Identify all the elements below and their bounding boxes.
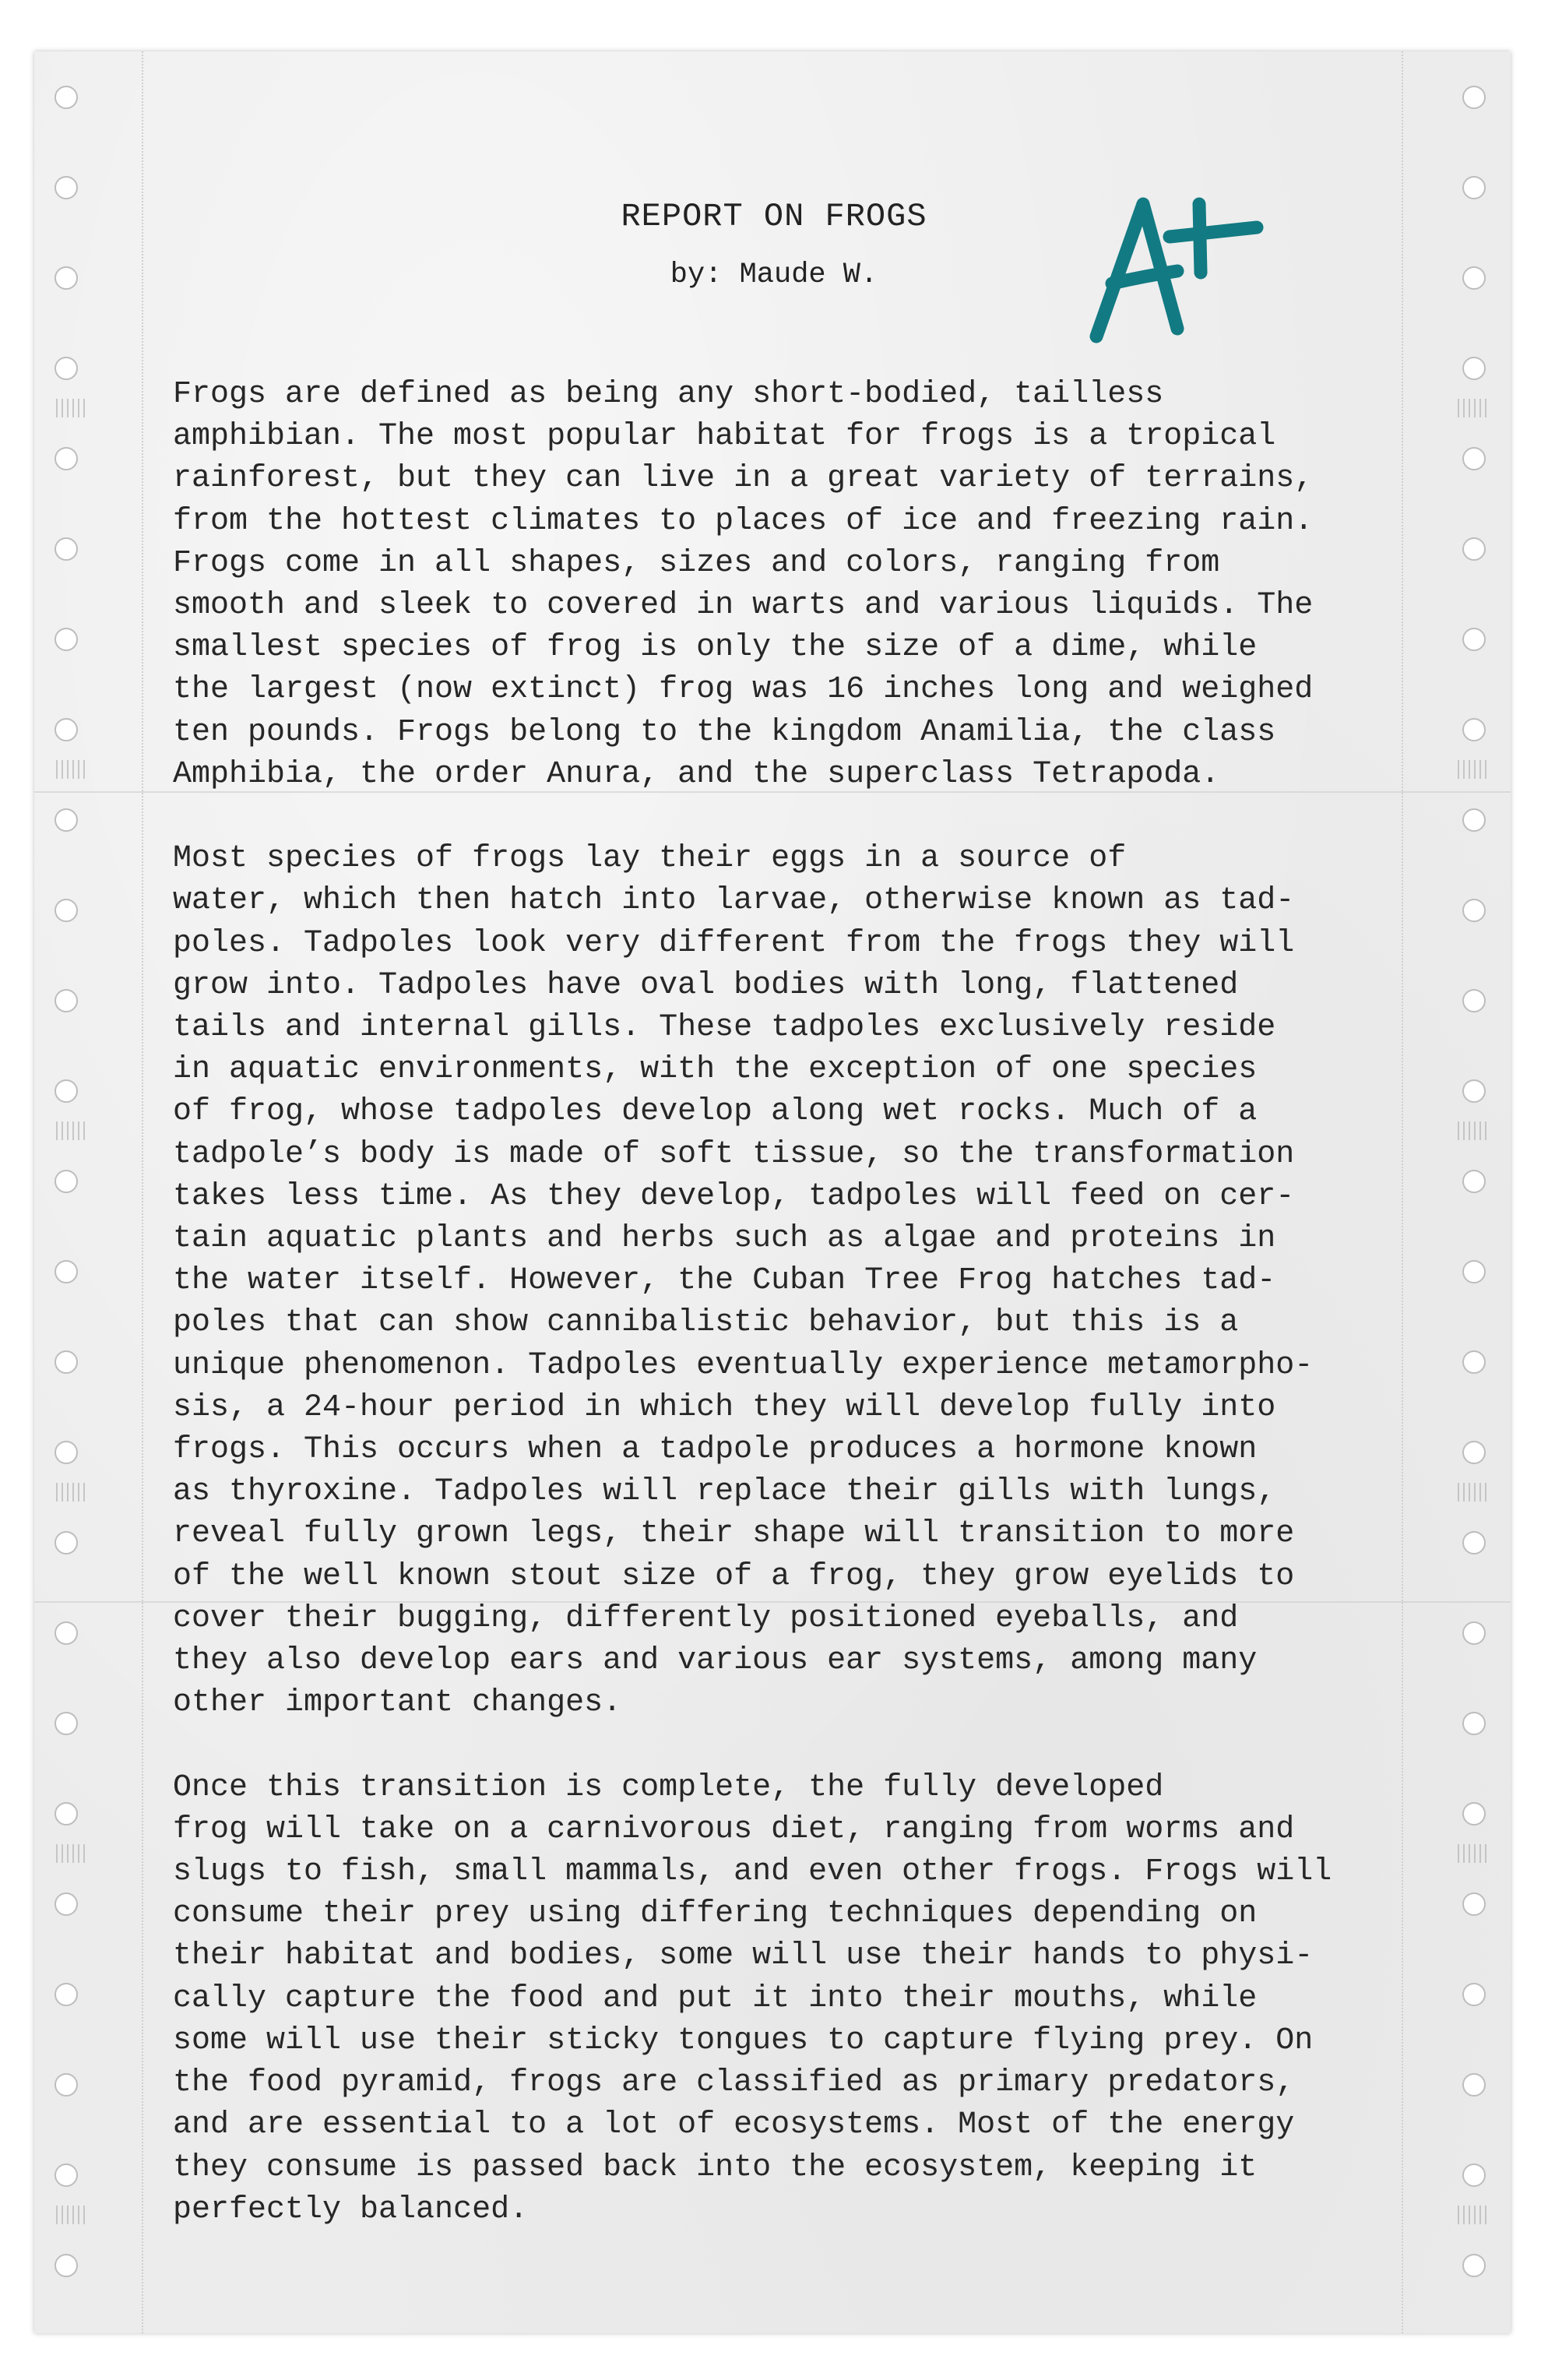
left-feed-hole xyxy=(55,86,78,109)
left-feed-hole xyxy=(55,1260,78,1283)
left-perforation-tick xyxy=(56,760,87,779)
right-feed-hole xyxy=(1462,1441,1486,1464)
right-feed-hole xyxy=(1462,1712,1486,1735)
grade-plus-horizontal xyxy=(1170,227,1257,237)
left-feed-hole xyxy=(55,989,78,1012)
left-perforation-tick xyxy=(56,1844,87,1863)
right-feed-hole xyxy=(1462,808,1486,832)
left-feed-hole xyxy=(55,2163,78,2187)
paragraph-classification: Frogs are defined as being any short-bodied, tailless amphibian. The most popular habitat for frogs is a tropical rainforest, but they can live in a great variety of terrains, from the hottest climates to places of ice and freezing rain. Frogs come in all shapes, sizes and colors, ranging from smooth and sleek to covered in warts and various liquids. The smallest species of frog is only the size of a dime, while the largest (now extinct) frog was 16 inches long and weighed ten pounds. Frogs belong to the kingdom Anamilia, the class Amphibia, the order Anura, and the superclass Tetrapoda. xyxy=(173,377,1314,792)
right-feed-hole xyxy=(1462,1079,1486,1103)
left-feed-hole xyxy=(55,357,78,380)
left-feed-hole xyxy=(55,1892,78,1916)
right-feed-hole xyxy=(1462,1350,1486,1374)
left-perforation-tick xyxy=(56,1121,87,1140)
right-feed-hole xyxy=(1462,718,1486,741)
left-feed-hole xyxy=(55,808,78,832)
right-perforation-tick xyxy=(1458,399,1489,417)
right-perforation-tick xyxy=(1458,1844,1489,1863)
report-title: REPORT ON FROGS xyxy=(621,198,927,235)
left-feed-hole xyxy=(55,1531,78,1554)
left-feed-hole xyxy=(55,1983,78,2006)
right-feed-hole xyxy=(1462,1983,1486,2006)
report-body xyxy=(173,374,1403,2273)
left-feed-hole xyxy=(55,447,78,470)
left-feed-hole xyxy=(55,2254,78,2277)
right-feed-hole xyxy=(1462,1621,1486,1645)
paragraph-diet: Once this transition is complete, the fully developed frog will take on a carnivorous diet, ranging from worms and slugs to fish, small mammals, and even other frogs. Frogs will consume their prey using differing techniques depending on their habitat and bodies, some will use their hands to physi- cally capture the food and put it into their mouths, while some will use their sticky tongues to capture flying prey. On the food pyramid, frogs are classified as primary predators, and are essential to a lot of ecosystems. Most of the energy they consume is passed back into the ecosystem, keeping it perfectly balanced. xyxy=(173,1769,1332,2227)
left-feed-hole xyxy=(55,899,78,922)
left-feed-hole xyxy=(55,2073,78,2097)
author-byline: by: Maude W. xyxy=(670,259,878,291)
paragraph-life-cycle: Most species of frogs lay their eggs in a source of water, which then hatch into larvae, otherwise known as tad- poles. Tadpoles look very different from the frogs they will grow into. Tadpoles have oval bodies with long, flattened tails and internal gills. These tadpoles exclusively reside in aquatic environments, with the exception of one species of frog, whose tadpoles develop along wet rocks. Much of a tadpole’s body is made of soft tissue, so the transformation takes less time. As they develop, tadpoles will feed on cer- tain aquatic plants and herbs such as algae and proteins in the water itself. However, the Cuban Tree Frog hatches tad- poles that can show cannibalistic behavior, but this is a unique phenomenon. Tadpoles eventually experience metamorpho- sis, a 24-hour period in which they will develop fully into frogs. This occurs when a tadpole produces a hormone known as thyroxine. Tadpoles will replace their gills with lungs, reveal fully grown legs, their shape will transition to more of the well known stout size of a frog, they grow eyelids to cover their bugging, differently positioned eyeballs, and they also develop ears and various ear systems, among many other important changes. xyxy=(173,841,1314,1721)
left-feed-hole xyxy=(55,176,78,199)
left-perforation-tick xyxy=(56,2206,87,2224)
left-feed-hole xyxy=(55,718,78,741)
left-feed-hole xyxy=(55,1079,78,1103)
right-feed-hole xyxy=(1462,2163,1486,2187)
grade-a-plus-icon xyxy=(1082,181,1269,352)
left-feed-hole xyxy=(55,1802,78,1825)
left-feed-hole xyxy=(55,1621,78,1645)
right-perforation-tick xyxy=(1458,1483,1489,1502)
right-feed-hole xyxy=(1462,447,1486,470)
left-feed-hole xyxy=(55,628,78,651)
right-feed-hole xyxy=(1462,1531,1486,1554)
right-feed-hole xyxy=(1462,86,1486,109)
left-feed-hole xyxy=(55,1350,78,1374)
left-perforation-tick xyxy=(56,1483,87,1502)
left-feed-hole xyxy=(55,1712,78,1735)
right-feed-hole xyxy=(1462,899,1486,922)
left-perforation-tick xyxy=(56,399,87,417)
right-feed-hole xyxy=(1462,628,1486,651)
left-perforation-line xyxy=(142,51,143,2333)
right-feed-hole xyxy=(1462,2073,1486,2097)
right-feed-hole xyxy=(1462,1170,1486,1193)
right-feed-hole xyxy=(1462,176,1486,199)
right-perforation-tick xyxy=(1458,2206,1489,2224)
left-feed-hole xyxy=(55,537,78,561)
left-feed-hole xyxy=(55,1170,78,1193)
right-feed-hole xyxy=(1462,1892,1486,1916)
right-perforation-tick xyxy=(1458,1121,1489,1140)
right-feed-hole xyxy=(1462,357,1486,380)
right-feed-hole xyxy=(1462,1802,1486,1825)
right-perforation-tick xyxy=(1458,760,1489,779)
right-feed-hole xyxy=(1462,1260,1486,1283)
left-feed-hole xyxy=(55,1441,78,1464)
right-feed-hole xyxy=(1462,537,1486,561)
right-feed-hole xyxy=(1462,989,1486,1012)
right-feed-hole xyxy=(1462,2254,1486,2277)
